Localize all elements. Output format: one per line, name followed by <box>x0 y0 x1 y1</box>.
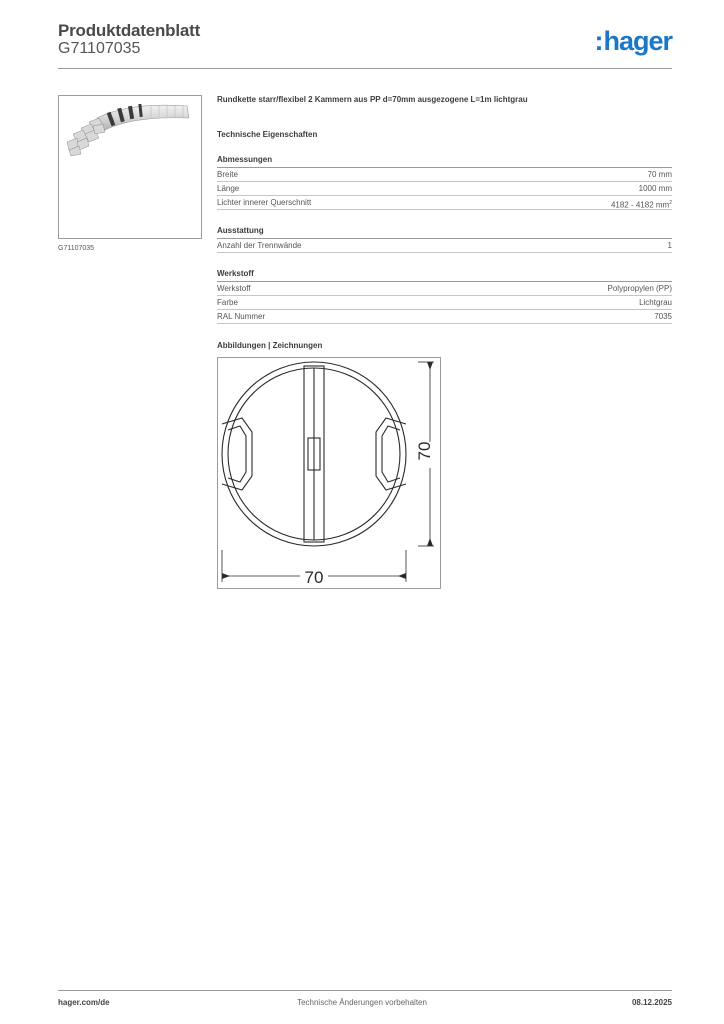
footer-website[interactable]: hager.com/de <box>58 998 110 1007</box>
row-value: 1 <box>667 241 672 250</box>
row-label: Länge <box>217 184 240 193</box>
cross-section-drawing <box>218 358 440 588</box>
table-row <box>217 182 672 196</box>
row-label: Farbe <box>217 298 238 307</box>
tech-properties-heading: Technische Eigenschaften <box>217 130 318 139</box>
table-row <box>217 296 672 310</box>
row-value: 1000 mm <box>638 184 672 193</box>
photo-caption: G71107035 <box>58 245 95 252</box>
row-label: Anzahl der Trennwände <box>217 241 302 250</box>
product-description: Rundkette starr/flexibel 2 Kammern aus PP d=70mm ausgezogene L=1m lichtgrau <box>217 95 528 104</box>
group-heading: Abmessungen <box>217 155 672 168</box>
row-label: Werkstoff <box>217 284 251 293</box>
row-value: Polypropylen (PP) <box>607 284 672 293</box>
group-abmessungen <box>217 155 672 210</box>
row-value: 70 mm <box>647 170 672 179</box>
table-row <box>217 168 672 182</box>
row-value: 4182 - 4182 $mm^2$ <box>610 200 672 210</box>
article-number: G71107035 <box>58 40 141 57</box>
group-ausstattung <box>217 226 672 253</box>
group-werkstoff <box>217 269 672 324</box>
table-row <box>217 239 672 253</box>
table-row <box>217 282 672 296</box>
dim-width-label: 70 <box>304 568 324 587</box>
header-divider <box>58 68 672 69</box>
table-row <box>217 310 672 324</box>
images-heading: Abbildungen | Zeichnungen <box>217 341 323 350</box>
product-photo <box>58 95 202 239</box>
product-details <box>217 95 672 350</box>
logo-text: hager <box>603 26 672 56</box>
document-title: Produktdatenblatt <box>58 21 201 40</box>
table-row <box>217 196 672 210</box>
group-heading: Ausstattung <box>217 226 672 239</box>
technical-drawing <box>217 357 441 589</box>
row-value: 7035 <box>654 312 672 321</box>
footer-notice: Technische Änderungen vorbehalten <box>297 998 427 1007</box>
hager-logo: :hager <box>594 26 672 56</box>
spiral-chain-image <box>59 96 201 238</box>
footer-divider <box>58 990 672 991</box>
row-label: Breite <box>217 170 238 179</box>
row-label: RAL Nummer <box>217 312 266 321</box>
footer-date: 08.12.2025 <box>631 998 672 1007</box>
row-value: Lichtgrau <box>639 298 672 307</box>
dim-height-label: 70 <box>415 441 434 461</box>
group-heading: Werkstoff <box>217 269 672 282</box>
row-label: Lichter innerer Querschnitt <box>217 198 312 207</box>
